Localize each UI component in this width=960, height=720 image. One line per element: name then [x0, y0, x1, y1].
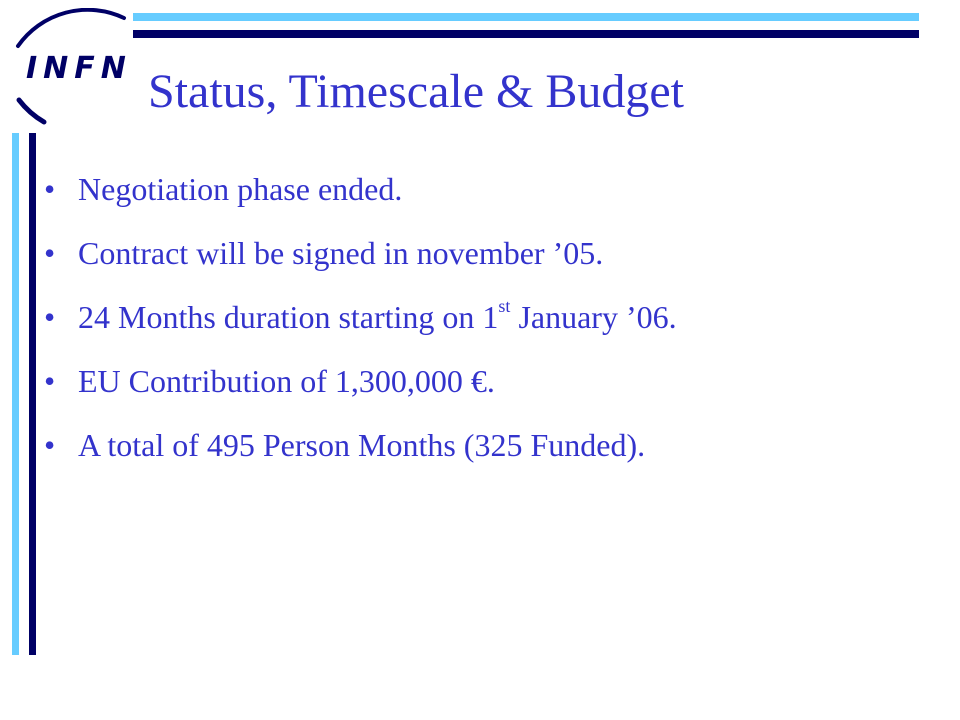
top-accent-bar-light: [133, 13, 919, 21]
bullet-icon: •: [44, 427, 56, 463]
bullet-icon: •: [44, 363, 56, 399]
bullet-icon: •: [44, 299, 56, 335]
bullet-text: Negotiation phase ended.: [78, 171, 403, 207]
bullet-text-post: January ’06.: [510, 299, 677, 335]
ordinal-suffix: st: [498, 296, 511, 316]
left-accent-bar-dark: [29, 133, 36, 655]
bullet-icon: •: [44, 171, 56, 207]
top-accent-bar-dark: [133, 30, 919, 38]
bullet-text: [78, 292, 677, 342]
left-accent-bar-light: [12, 133, 19, 655]
infn-logo: [4, 8, 134, 126]
bullet-text: Contract will be signed in november ’05.: [78, 235, 604, 271]
bullet-icon: •: [44, 235, 56, 271]
bullet-text: A total of 495 Person Months (325 Funded).: [78, 427, 646, 463]
logo-text: INFN: [26, 51, 132, 86]
bullet-text: EU Contribution of 1,300,000 €.: [78, 363, 495, 399]
slide-title: Status, Timescale & Budget: [148, 65, 685, 118]
bullet-text-pre: 24 Months duration starting on 1: [78, 299, 499, 335]
